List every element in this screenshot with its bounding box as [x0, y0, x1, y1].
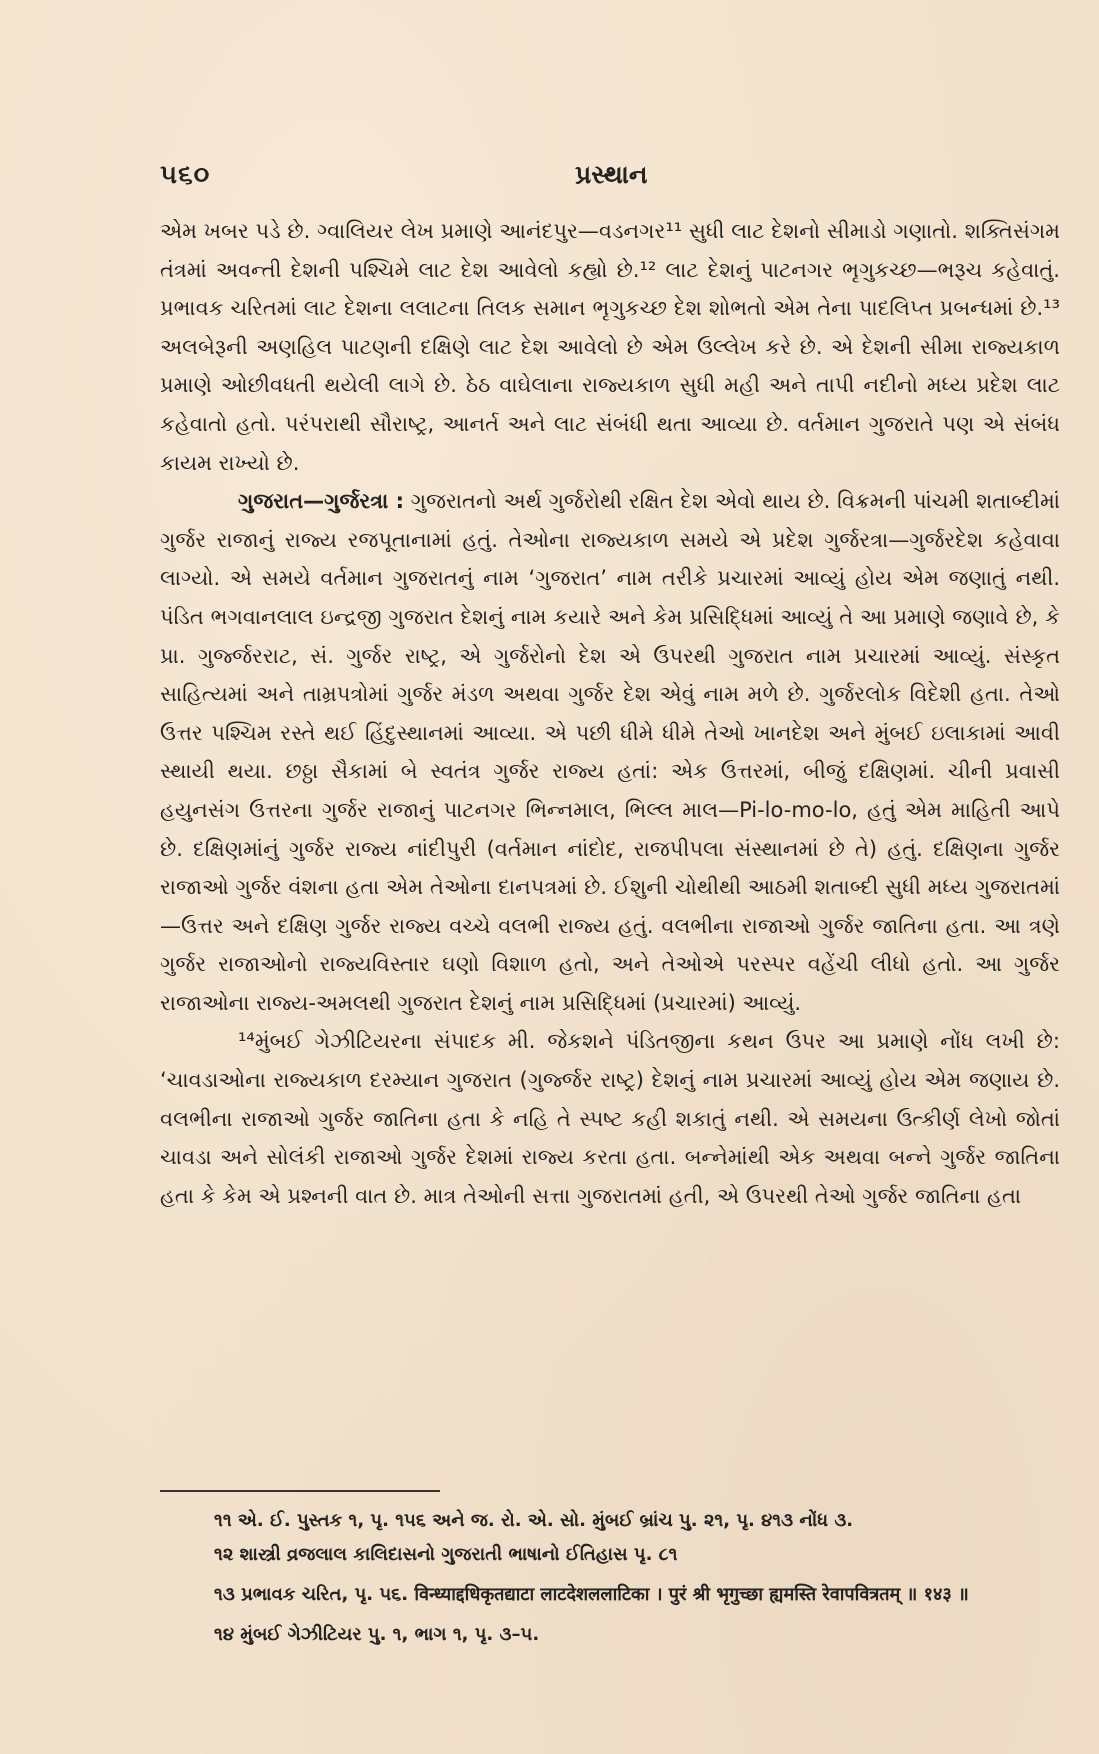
footnotes: [160, 1504, 1060, 1652]
paragraph-lead: ગુજરાત—ગુર્જરત્રા :: [238, 489, 405, 514]
paragraph-text: ગુજરાતનો અર્થ ગુર્જરોથી રક્ષિત દેશ એવો થાય છે. વિક્રમની પાંચમી શતાબ્દીમાં ગુર્જર રાજાનું રાજ્ય રજપૂતાનામાં હતું. તેઓના રાજ્યકાળ સમયે એ પ્રદેશ ગુર્જરત્રા—ગુર્જરદેશ કહેવાવા લાગ્યો. એ સમયે વર્તમાન ગુજરાતનું નામ ‘ગુજરાત’ નામ તરીકે પ્રચારમાં આવ્યું હોય એમ જણાતું નથી. પંડિત ભગવાનલાલ ઇન્દ્રજી ગુજરાત દેશનું નામ કયારે અને કેમ પ્રસિદ્ધિમાં આવ્યું તે આ પ્રમાણે જણાવે છે, કે પ્રા. ગુર્જ્જરરાટ, સં. ગુર્જર રાષ્ટ્ર, એ ગુર્જરોનો દેશ એ ઉપરથી ગુજરાત નામ પ્રચારમાં આવ્યું. સંસ્કૃત સાહિત્યમાં અને તામ્રપત્રોમાં ગુર્જર મંડળ અથવા ગુર્જર દેશ એવું નામ મળે છે. ગુર્જરલોક વિદેશી હતા. તેઓ ઉત્તર પશ્ચિમ રસ્તે થઈ હિંદુસ્થાનમાં આવ્યા. એ પછી ધીમે ધીમે તેઓ ખાનદેશ અને મુંબઈ ઇલાકામાં આવી સ્થાયી થયા. છઠ્ઠા સૈકામાં બે સ્વતંત્ર ગુર્જર રાજ્ય હતાં: એક ઉત્તરમાં, બીજું દક્ષિણમાં. ચીની પ્રવાસી હયુનસંગ ઉત્તરના ગુર્જર રાજાનું પાટનગર ભિન્નમાલ, ભિલ્લ માલ—Pi-lo-mo-lo, હતું એમ માહિતી આપે છે. દક્ષિણમાંનું ગુર્જર રાજ્ય નાંદીપુરી (વર્તમાન નાંદોદ, રાજપીપલા સંસ્થાનમાં છે તે) હતું. દક્ષિણના ગુર્જર રાજાઓ ગુર્જર વંશના હતા એમ તેઓના દાનપત્રમાં છે. ઈશુની ચોથીથી આઠમી શતાબ્દી સુધી મધ્ય ગુજરાતમાં—ઉત્તર અને દક્ષિણ ગુર્જર રાજ્ય વચ્ચે વલભી રાજ્ય હતું. વલભીના રાજાઓ ગુર્જર જાતિના હતા. આ ત્રણે ગુર્જર રાજાઓનો રાજ્યવિસ્તાર ઘણો વિશાળ હતો, અને તેઓએ પરસ્પર વહેંચી લીધો હતો. આ ગુર્જર રાજાઓના રાજ્ય-અમલથી ગુજરાત દેશનું નામ પ્રસિદ્ધિમાં (પ્રચારમાં) આવ્યું.: [160, 489, 1060, 1015]
paragraph-text: એમ ખબર પડે છે. ગ્વાલિયર લેખ પ્રમાણે આનંદપુર—વડનગર¹¹ સુધી લાટ દેશનો સીમાડો ગણાતો. શક્તિસંગમ તંત્રમાં અવન્તી દેશની પશ્ચિમે લાટ દેશ આવેલો કહ્યો છે.¹² લાટ દેશનું પાટનગર ભૃગુકચ્છ—ભરૂચ કહેવાતું. પ્રભાવક ચરિતમાં લાટ દેશના લલાટના તિલક સમાન ભૃગુકચ્છ દેશ શોભતો એમ તેના પાદલિપ્ત પ્રબન્ધમાં છે.¹³ અલબેરૂની અણહિલ પાટણની દક્ષિણે લાટ દેશ આવેલો છે એમ ઉલ્લેખ કરે છે. એ દેશની સીમા રાજ્યકાળ પ્રમાણે ઓછીવધતી થયેલી લાગે છે. ઠેઠ વાઘેલાના રાજ્યકાળ સુધી મહી અને તાપી નદીનો મધ્ય પ્રદેશ લાટ કહેવાતો હતો. પરંપરાથી સૌરાષ્ટ્ર, આનર્ત અને લાટ સંબંધી થતા આવ્યા છે. વર્તમાન ગુજરાતે પણ એ સંબંધ કાયમ રાખ્યો છે.: [160, 219, 1060, 475]
main-text: [160, 212, 1060, 1215]
page-number: ૫૬૦: [160, 160, 211, 190]
footnote-14: ૧૪ મુંબઈ ગેઝીટિયર પુ. ૧, ભાગ ૧, પૃ. ૩–૫.: [214, 1624, 540, 1645]
paragraph-bombay-gazetteer: [160, 1022, 1060, 1215]
footnote-11: ૧૧ એ. ઈ. પુસ્તક ૧, પૃ. ૧૫૬ અને જ. રો. એ. સો. મુંબઈ બ્રાંચ પુ. ૨૧, પૃ. ૪૧૩ નોંધ ૩.: [214, 1510, 854, 1531]
footnote-12: ૧૨ શાસ્ત્રી વ્રજલાલ કાલિદાસનો ગુજરાતી ભાષાનો ઈતિહાસ પૃ. ૮૧: [214, 1544, 678, 1565]
page-header: [160, 160, 1060, 200]
paragraph-lat-desh: [160, 212, 1060, 482]
paragraph-text: ¹⁴મુંબઈ ગેઝીટિયરના સંપાદક મી. જેકશને પંડિતજીના કથન ઉપર આ પ્રમાણે નોંધ લખી છે: ‘ચાવડાઓના રાજ્યકાળ દરમ્યાન ગુજરાત (ગુર્જ્જર રાષ્ટ્ર) દેશનું નામ પ્રચારમાં આવ્યું હોય એમ જણાય છે. વલભીના રાજાઓ ગુર્જર જાતિના હતા કે નહિ તે સ્પષ્ટ કહી શકાતું નથી. એ સમયના ઉત્કીર્ણ લેખો જોતાં ચાવડા અને સોલંકી રાજાઓ ગુર્જર દેશમાં રાજ્ય કરતા હતા. બન્નેમાંથી એક અથવા બન્ને ગુર્જર જાતિના હતા કે કેમ એ પ્રશ્નની વાત છે. માત્ર તેઓની સત્તા ગુજરાતમાં હતી, એ ઉપરથી તેઓ ગુર્જર જાતિના હતા: [160, 1029, 1060, 1208]
paragraph-gujarat-gurjaratra: [160, 482, 1060, 1022]
footnote-divider: [160, 1490, 440, 1492]
footnote-13: ૧૩ પ્રભાવક ચરિત, પૃ. ૫૬. विन्ध्याद्दधिकृतद्याटा लाटदेशललाटिका । पुरं श्री भृगुच्छा ह्यमस्ति रेवापवित्रतम् ॥ १४३ ॥: [214, 1584, 969, 1605]
running-title: પ્રસ્થાન: [575, 160, 648, 189]
